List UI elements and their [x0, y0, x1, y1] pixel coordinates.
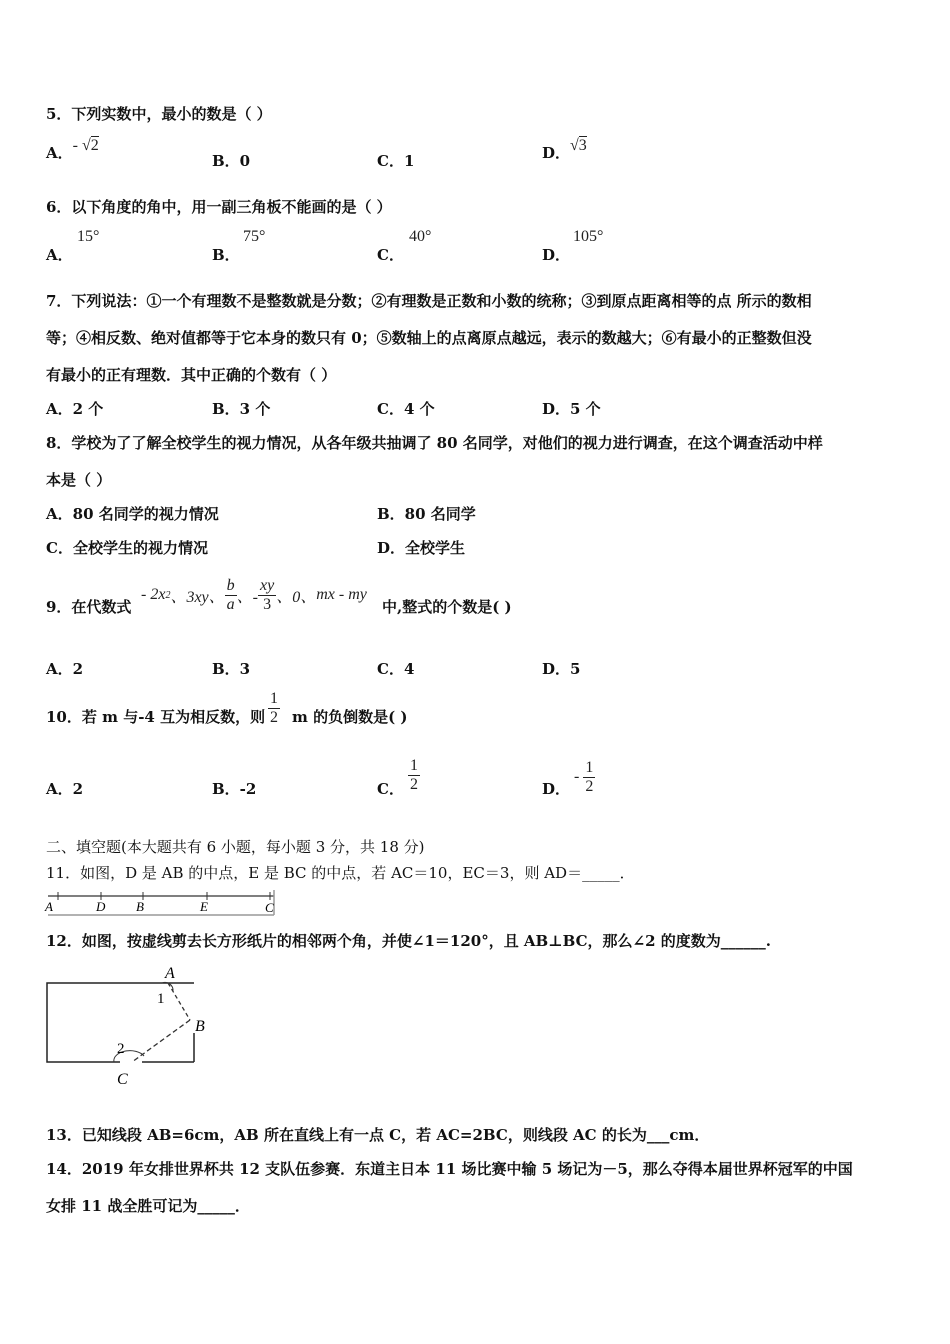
q9-frac1-num: b	[226, 576, 235, 594]
q6-option-b-value: 75°	[243, 228, 266, 245]
q13-stem: 13．已知线段 AB=6cm，AB 所在直线上有一点 C，若 AC=2BC，则线段 AC 的长为___cm．	[46, 1126, 710, 1144]
q6-stem: 6．以下角度的角中，用一副三角板不能画的是（ ）	[46, 198, 392, 216]
q6-option-d-value: 105°	[573, 228, 604, 245]
q11-label-a: A	[45, 899, 53, 914]
q10-c-num: 1	[410, 757, 418, 774]
q10-option-a: A．2	[46, 780, 84, 798]
sqrt-icon: √	[570, 137, 579, 154]
q10-option-c-fraction	[408, 757, 420, 794]
q11-label-e: E	[200, 899, 208, 914]
q5-option-b: B．0	[212, 152, 251, 170]
q10-fraction-half	[268, 690, 280, 727]
q10-option-d-expr	[574, 757, 595, 797]
q10-option-d-label: D．	[542, 780, 571, 798]
q10-d-num: 1	[585, 758, 594, 776]
q9-separator-3: 、0、	[276, 588, 317, 606]
q9-expression	[141, 573, 367, 617]
q10-d-minus: -	[574, 768, 580, 785]
q7-option-b: B．3 个	[212, 400, 271, 418]
q9-prefix: 9．在代数式	[46, 598, 132, 616]
q6-option-a-value: 15°	[77, 228, 100, 245]
q5-option-c: C．1	[377, 152, 415, 170]
q10-prefix: 10．若 m 与-4 互为相反数，则	[46, 708, 266, 726]
q7-option-a: A．2 个	[46, 400, 104, 418]
q9-option-c: C．4	[377, 660, 415, 678]
q9-option-d: D．5	[542, 660, 581, 678]
q9-frac2-num: xy	[260, 576, 275, 594]
q9-fraction-b-over-a	[225, 577, 237, 614]
q11-label-b: B	[136, 899, 144, 914]
q12-label-angle-1: 1	[157, 991, 165, 1007]
q7-stem-line2: 等；④相反数、绝对值都等于它本身的数只有 0；⑤数轴上的点离原点越远，表示的数越大；⑥有最小的正整数但没	[46, 329, 812, 347]
q12-stem: 12．如图，按虚线剪去长方形纸片的相邻两个角，并使∠1＝120°，且 AB⊥BC，那么∠2 的度数为______.	[46, 932, 771, 950]
q9-expr-1-exponent: 2	[165, 589, 171, 601]
q9-fraction-xy-over-3	[258, 577, 276, 614]
q12-cut-bc	[132, 1020, 190, 1062]
q9-separator-2: 、-	[236, 588, 258, 606]
q7-option-d: D．5 个	[542, 400, 601, 418]
q9-option-b: B．3	[212, 660, 251, 678]
q11-label-c: C	[265, 900, 274, 915]
q10-option-c-label: C．	[377, 780, 404, 798]
q12-cut-ab	[168, 983, 190, 1020]
q12-label-angle-2: 2	[117, 1041, 125, 1057]
q5-a-radicand: 2	[90, 137, 99, 154]
q14-stem-line1: 14．2019 年女排世界杯共 12 支队伍参赛．东道主日本 11 场比赛中输 5 场记为－5，那么夺得本届世界杯冠军的中国	[46, 1160, 853, 1178]
q8-option-a: A．80 名同学的视力情况	[46, 505, 219, 523]
q8-option-c: C．全校学生的视力情况	[46, 539, 208, 557]
q6-option-c-value: 40°	[409, 228, 432, 245]
q9-option-a: A．2	[46, 660, 84, 678]
q9-expr-1: - 2x	[141, 586, 166, 603]
q12-label-a: A	[165, 965, 175, 982]
q6-option-a-label: A．	[46, 246, 73, 264]
q8-stem-line2: 本是（ ）	[46, 471, 112, 489]
q5-a-expr	[73, 137, 99, 154]
q7-stem-line1: 7．下列说法：①一个有理数不是整数就是分数；②有理数是正数和小数的统称；③到原点距离相等的点 所示的数相	[46, 292, 812, 310]
q8-option-b: B．80 名同学	[377, 505, 476, 523]
q9-frac2-den: 3	[263, 595, 272, 613]
q10-suffix: m 的负倒数是( )	[292, 708, 408, 726]
section-2-title: 二、填空题(本大题共有 6 小题，每小题 3 分，共 18 分)	[46, 838, 425, 856]
q5-option-d	[542, 137, 587, 163]
q10-c-den: 2	[410, 776, 418, 793]
q8-stem-line1: 8．学校为了了解全校学生的视力情况，从各年级共抽调了 80 名同学，对他们的视力进行调查，在这个调查活动中样	[46, 434, 823, 452]
q14-stem-line2: 女排 11 战全胜可记为_____．	[46, 1197, 250, 1215]
q12-label-c: C	[117, 1071, 128, 1088]
q5-stem: 5．下列实数中，最小的数是（ ）	[46, 105, 272, 123]
q11-number-line-figure	[44, 888, 280, 918]
q7-stem-line3: 有最小的正有理数．其中正确的个数有（ ）	[46, 366, 337, 384]
q9-suffix: 中,整式的个数是( )	[382, 598, 512, 616]
q9-expr-3: mx - my	[316, 586, 367, 603]
q6-option-c-label: C．	[377, 246, 404, 264]
q12-label-b: B	[195, 1018, 205, 1035]
q10-frac-den: 2	[270, 709, 278, 726]
q5-option-a	[46, 137, 99, 163]
q11-label-d: D	[96, 899, 106, 914]
q9-frac1-den: a	[226, 595, 235, 613]
q11-stem: 11．如图，D 是 AB 的中点，E 是 BC 的中点，若 AC＝10，EC＝3，则 AD＝_____．	[46, 864, 635, 882]
q10-d-den: 2	[585, 777, 594, 795]
q9-separator-1: 、3xy、	[170, 588, 225, 606]
q10-frac-num: 1	[270, 690, 278, 707]
q12-rectangle-figure	[44, 958, 224, 1090]
q8-option-d: D．全校学生	[377, 539, 466, 557]
q5-a-minus: -	[72, 137, 78, 154]
q5-a-label: A．	[46, 144, 73, 162]
q5-d-expr	[570, 137, 587, 154]
q6-option-d-label: D．	[542, 246, 571, 264]
q5-d-radicand: 3	[578, 137, 587, 154]
q10-option-b: B．-2	[212, 780, 257, 798]
q12-rectangle-edges	[47, 983, 169, 1062]
q6-option-b-label: B．	[212, 246, 240, 264]
sqrt-icon: √	[81, 137, 91, 154]
q5-d-label: D．	[542, 144, 571, 162]
q7-option-c: C．4 个	[377, 400, 435, 418]
